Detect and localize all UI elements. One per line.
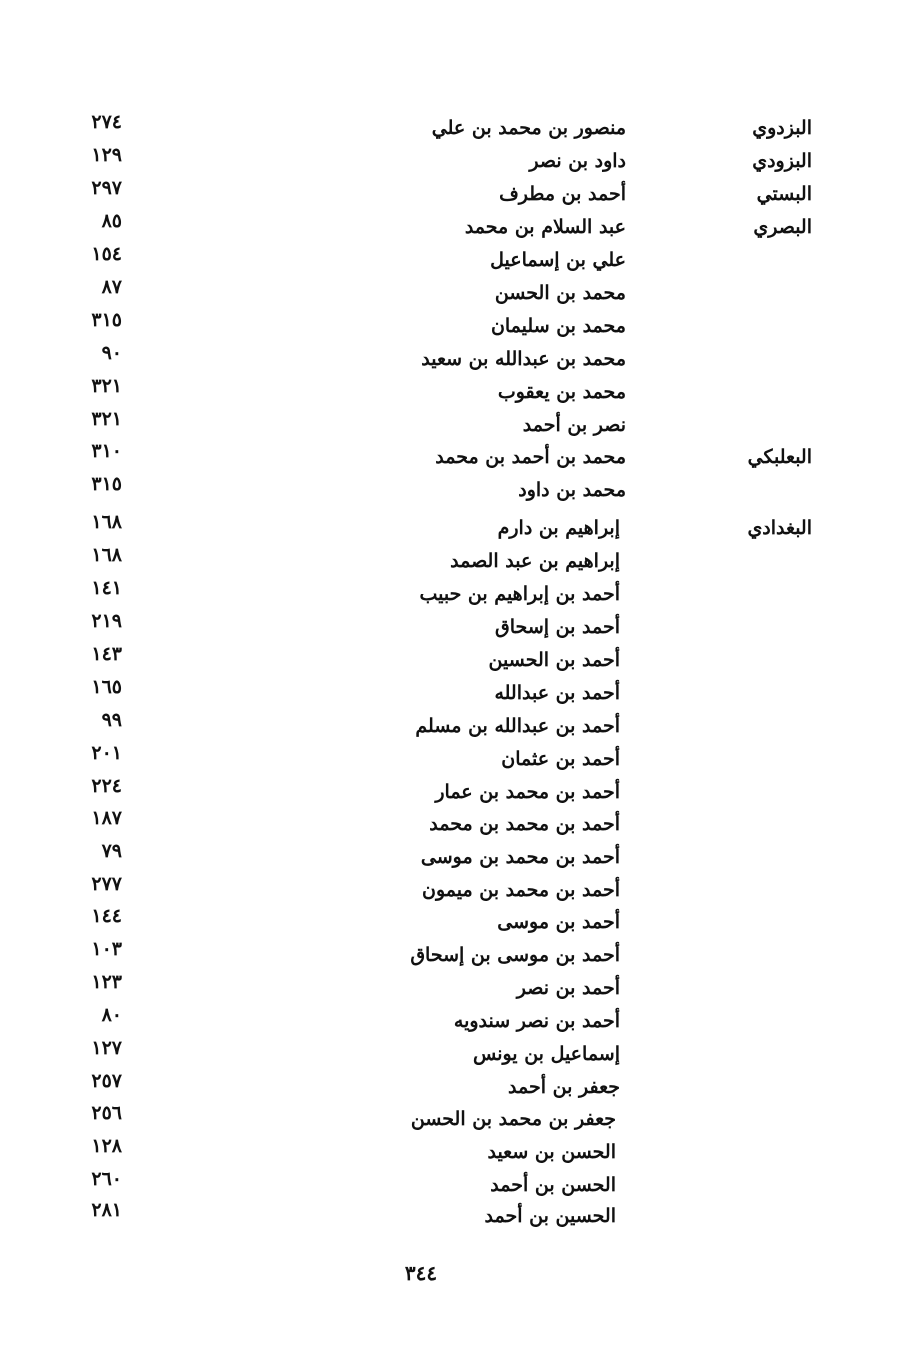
entry-name: أحمد بن نصر سندويه [453, 1010, 620, 1032]
entry-page-number: ١٢٣ [91, 971, 122, 993]
entry-page-number: ٣١٥ [91, 473, 122, 495]
entry-name: أحمد بن عبدالله بن مسلم [415, 715, 620, 737]
entry-name: أحمد بن الحسين [488, 649, 620, 671]
index-entry [0, 310, 924, 343]
index-entry [0, 277, 924, 310]
index-entry [0, 939, 924, 972]
entry-name: محمد بن سليمان [490, 315, 626, 337]
entry-page-number: ١٦٨ [91, 544, 122, 566]
entry-name: أحمد بن نصر [516, 977, 620, 999]
entry-page-number: ٧٩ [101, 840, 122, 862]
entry-page-number: ١٥٤ [91, 243, 122, 265]
entry-name: الحسن بن سعيد [487, 1141, 616, 1163]
entry-name: إسماعيل بن يونس [472, 1043, 620, 1065]
entry-name: جعفر بن محمد بن الحسن [410, 1108, 616, 1130]
entry-page-number: ٢٧٤ [91, 111, 122, 133]
entry-page-number: ١٦٨ [91, 511, 122, 533]
index-entry [0, 710, 924, 743]
entry-name: عبد السلام بن محمد [464, 216, 626, 238]
page-number: ٣٤٤ [404, 1261, 438, 1285]
entry-page-number: ١٢٩ [91, 144, 122, 166]
entry-name: أحمد بن إسحاق [495, 616, 620, 638]
entry-page-number: ٢٨١ [91, 1199, 122, 1221]
entry-nisba: البعلبكي [747, 446, 812, 468]
index-entry [0, 743, 924, 776]
index-entry [0, 874, 924, 907]
entry-nisba: البصري [753, 216, 812, 238]
entry-name: أحمد بن إبراهيم بن حبيب [419, 583, 620, 605]
entry-name: منصور بن محمد بن علي [431, 117, 626, 139]
entry-name: أحمد بن مطرف [499, 183, 626, 205]
entry-page-number: ٣٢١ [91, 375, 122, 397]
entry-name: محمد بن يعقوب [497, 381, 626, 403]
entry-name: محمد بن أحمد بن محمد [435, 446, 626, 468]
index-entry [0, 841, 924, 874]
entry-nisba: البغدادي [747, 517, 812, 539]
entry-page-number: ١٨٧ [91, 807, 122, 829]
index-entry [0, 644, 924, 677]
index-entry [0, 409, 924, 442]
entry-page-number: ١٤٤ [91, 905, 122, 927]
index-entry [0, 677, 924, 710]
index-entry [0, 178, 924, 211]
index-entry [0, 776, 924, 809]
index-entry [0, 578, 924, 611]
entry-name: أحمد بن موسى [497, 911, 620, 933]
entry-page-number: ١٠٣ [91, 938, 122, 960]
entry-page-number: ٢٢٤ [91, 775, 122, 797]
index-entry [0, 1169, 924, 1202]
entry-page-number: ١٤٣ [91, 643, 122, 665]
entry-name: إبراهيم بن دارم [497, 517, 620, 539]
entry-page-number: ٣١٠ [91, 440, 122, 462]
entry-page-number: ٨٧ [101, 276, 122, 298]
entry-nisba: البزودي [752, 150, 812, 172]
entry-page-number: ٣٢١ [91, 408, 122, 430]
index-entry [0, 441, 924, 474]
index-entry [0, 112, 924, 145]
entry-name: أحمد بن عثمان [501, 748, 620, 770]
entry-name: أحمد بن موسى بن إسحاق [410, 944, 620, 966]
entry-name: محمد بن عبدالله بن سعيد [421, 348, 626, 370]
entry-nisba: البزدوي [752, 117, 812, 139]
index-entry [0, 145, 924, 178]
index-entry [0, 376, 924, 409]
index-entry [0, 211, 924, 244]
entry-page-number: ٨٠ [101, 1004, 122, 1026]
entry-name: أحمد بن عبدالله [494, 682, 620, 704]
entry-name: الحسين بن أحمد [484, 1205, 616, 1227]
index-entry [0, 474, 924, 507]
entry-page-number: ٢٠١ [91, 742, 122, 764]
entry-page-number: ٩٩ [101, 709, 122, 731]
index-entry [0, 512, 924, 545]
entry-name: أحمد بن محمد بن ميمون [421, 879, 620, 901]
index-entry [0, 545, 924, 578]
entry-page-number: ٢٩٧ [91, 177, 122, 199]
entry-name: محمد بن الحسن [494, 282, 626, 304]
entry-page-number: ٢٦٠ [91, 1168, 122, 1190]
index-entry [0, 1103, 924, 1136]
entry-page-number: ٣١٥ [91, 309, 122, 331]
entry-name: أحمد بن محمد بن محمد [429, 813, 620, 835]
entry-name: نصر بن أحمد [522, 414, 626, 436]
entry-name: جعفر بن أحمد [508, 1076, 620, 1098]
entry-page-number: ٩٠ [101, 342, 122, 364]
entry-page-number: ٢١٩ [91, 610, 122, 632]
entry-nisba: البستي [756, 183, 812, 205]
entry-name: داود بن نصر [529, 150, 626, 172]
entry-name: إبراهيم بن عبد الصمد [450, 550, 620, 572]
index-entry [0, 244, 924, 277]
entry-page-number: ٢٥٧ [91, 1070, 122, 1092]
index-entry [0, 972, 924, 1005]
entry-page-number: ١٤١ [91, 577, 122, 599]
entry-page-number: ٢٧٧ [91, 873, 122, 895]
index-entry [0, 611, 924, 644]
index-entry [0, 1071, 924, 1104]
entry-page-number: ١٢٨ [91, 1135, 122, 1157]
index-entry [0, 1038, 924, 1071]
entry-page-number: ٢٥٦ [91, 1102, 122, 1124]
index-entry [0, 1200, 924, 1233]
entry-name: أحمد بن محمد بن عمار [435, 781, 620, 803]
entry-name: أحمد بن محمد بن موسى [420, 846, 620, 868]
entry-page-number: ٨٥ [101, 210, 122, 232]
entry-name: علي بن إسماعيل [490, 249, 626, 271]
index-entry [0, 1136, 924, 1169]
index-entry [0, 1005, 924, 1038]
entry-page-number: ١٦٥ [91, 676, 122, 698]
entry-name: الحسن بن أحمد [490, 1174, 616, 1196]
entry-name: محمد بن داود [518, 479, 626, 501]
index-entry [0, 808, 924, 841]
entry-page-number: ١٢٧ [91, 1037, 122, 1059]
index-entry [0, 343, 924, 376]
index-entry [0, 906, 924, 939]
